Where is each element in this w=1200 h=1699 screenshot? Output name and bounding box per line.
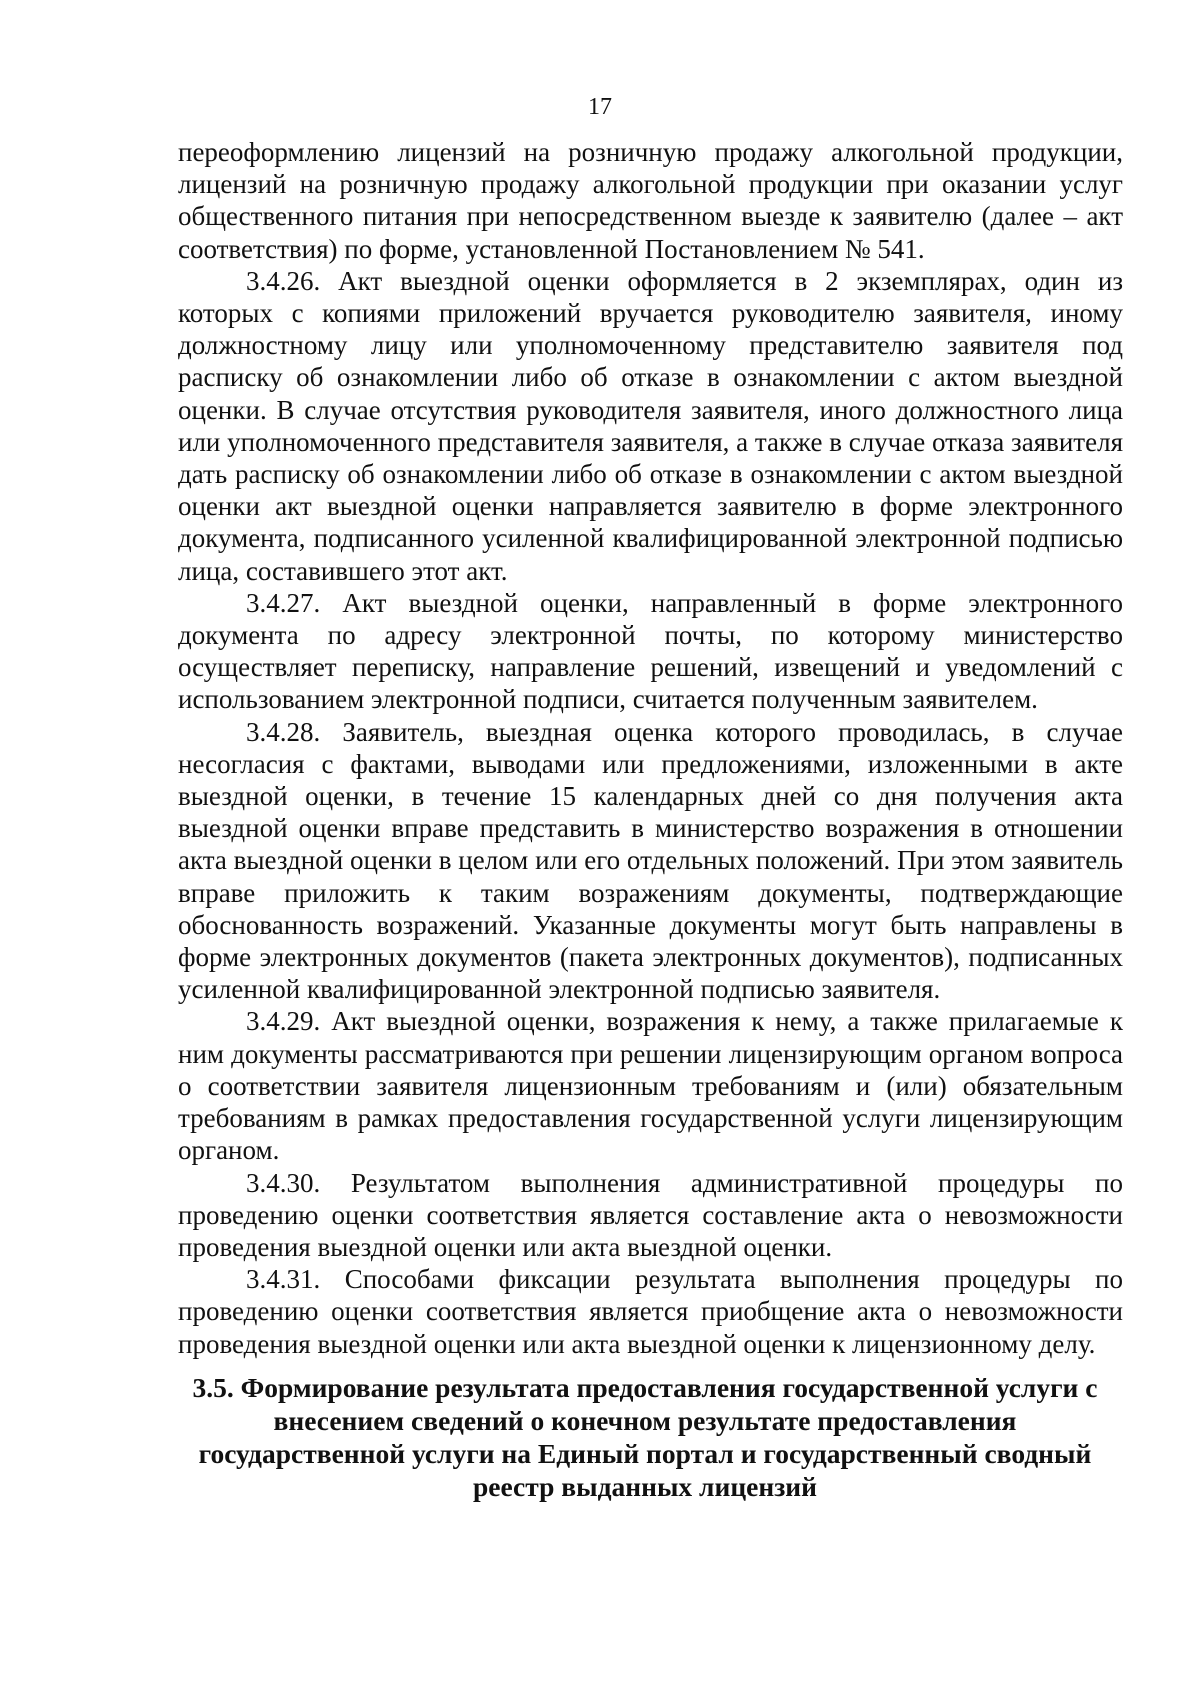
document-body [178, 136, 1123, 1360]
section-heading-line: реестр выданных лицензий [473, 1471, 817, 1502]
paragraph-3-4-27: 3.4.27. Акт выездной оценки, направленный в форме электронного документа по адресу электронной почты, по которому министерство осуществляет переписку, направление решений, извещений и уведомлений с использованием электронной подписи, считается полученным заявителем. [178, 587, 1123, 715]
paragraph-3-4-30: 3.4.30. Результатом выполнения административной процедуры по проведению оценки соответствия является составление акта о невозможности проведения выездной оценки или акта выездной оценки. [178, 1167, 1123, 1262]
paragraph-3-4-28: 3.4.28. Заявитель, выездная оценка которого проводилась, в случае несогласия с фактами, выводами или предложениями, изложенными в акте выездной оценки, в течение 15 календарных дней со дня получения акта выездной оценки вправе представить в министерство возражения в отношении акта выездной оценки в целом или его отдельных положений. При этом заявитель вправе приложить к таким возражениям документы, подтверждающие обоснованность возражений. Указанные документы могут быть направлены в форме электронных документов (пакета электронных документов), подписанных усиленной квалифицированной электронной подписью заявителя. [178, 716, 1123, 1005]
section-heading-line: государственной услуги на Единый портал и государственный сводный [198, 1438, 1092, 1469]
paragraph-continuation: переоформлению лицензий на розничную продажу алкогольной продукции, лицензий на розничную продажу алкогольной продукции при оказании услуг общественного питания при непосредственном выезде к заявителю (далее – акт соответствия) по форме, установленной Постановлением № 541. [178, 137, 1123, 264]
section-heading-line: внесением сведений о конечном результате предоставления [273, 1405, 1017, 1436]
paragraph-3-4-26: 3.4.26. Акт выездной оценки оформляется в 2 экземплярах, один из которых с копиями приложений вручается руководителю заявителя, иному должностному лицу или уполномоченному представителю заявителя под расписку об ознакомлении либо об отказе в ознакомлении с актом выездной оценки. В случае отсутствия руководителя заявителя, иного должностного лица или уполномоченного представителя заявителя, а также в случае отказа заявителя дать расписку об ознакомлении либо об отказе в ознакомлении с актом выездной оценки акт выездной оценки направляется заявителю в форме электронного документа, подписанного усиленной квалифицированной электронной подписью лица, составившего этот акт. [178, 265, 1123, 586]
paragraph-3-4-29: 3.4.29. Акт выездной оценки, возражения к нему, а также прилагаемые к ним документы рассматриваются при решении лицензирующим органом вопроса о соответствии заявителя лицензионным требованиям и (или) обязательным требованиям в рамках предоставления государственной услуги лицензирующим органом. [178, 1006, 1123, 1166]
section-heading [150, 1371, 1140, 1503]
section-heading-line: 3.5. Формирование результата предоставления государственной услуги с [192, 1372, 1098, 1403]
page-number: 17 [588, 94, 612, 120]
paragraph-3-4-31: 3.4.31. Способами фиксации результата выполнения процедуры по проведению оценки соответствия является приобщение акта о невозможности проведения выездной оценки или акта выездной оценки к лицензионному делу. [178, 1264, 1123, 1359]
